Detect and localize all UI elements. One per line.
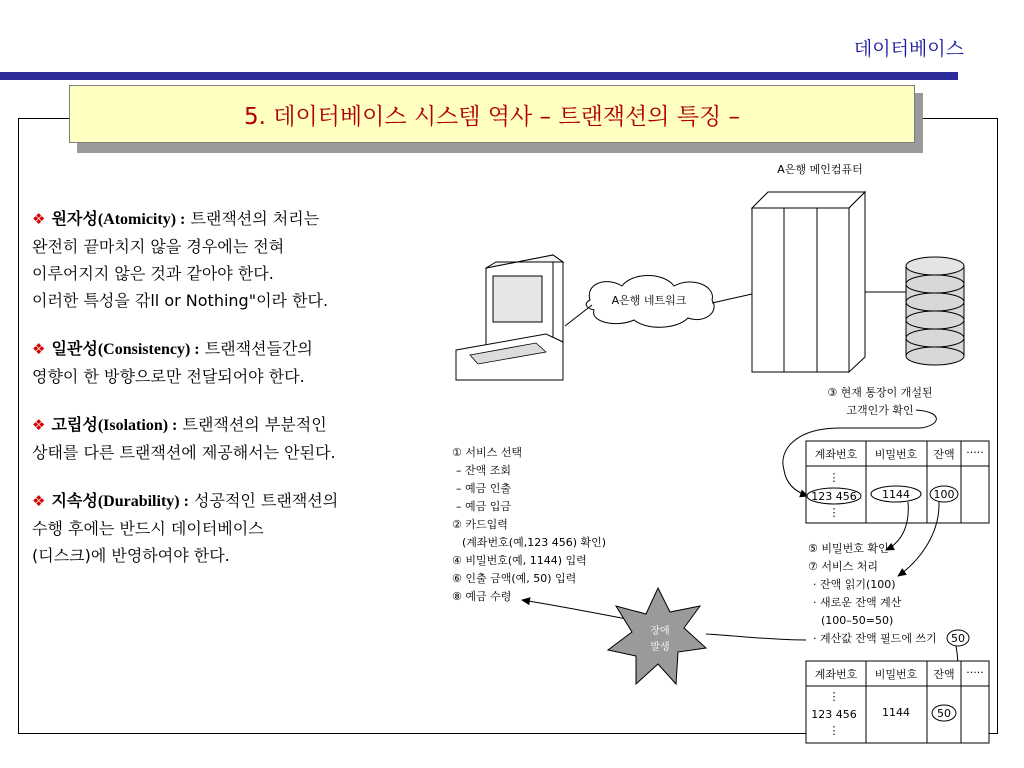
server-steps	[808, 541, 969, 646]
diamond-bullet-icon: ❖	[32, 492, 46, 510]
property-desc: 수행 후에는 반드시 데이터베이스	[32, 519, 264, 538]
client-step: ⑥ 인출 금액(예, 50) 입력	[452, 572, 577, 585]
property-desc: 이루어지지 않은 것과 같아야 한다.	[32, 264, 274, 283]
step3-line1: ③ 현재 통장이 개설된	[827, 386, 933, 399]
header-password: 비밀번호	[874, 448, 918, 461]
diamond-bullet-icon: ❖	[32, 340, 46, 358]
client-step: ② 카드입력	[452, 518, 508, 531]
header-more: ·····	[966, 666, 984, 679]
client-step: – 잔액 조회	[456, 464, 511, 477]
database-disk-icon	[906, 257, 964, 365]
property-desc: 성공적인 트랜잭션의	[194, 491, 339, 510]
failure-label-2: 발생	[650, 642, 670, 653]
account-table-before	[806, 441, 989, 523]
server-step: · 계산값 잔액 필드에 쓰기	[813, 632, 937, 645]
client-step: – 예금 입금	[456, 500, 511, 513]
header-password: 비밀번호	[874, 668, 918, 681]
table2-dots-bottom: ⋮	[828, 724, 840, 737]
mainframe-server-icon	[752, 192, 865, 372]
header-account: 계좌번호	[814, 668, 858, 681]
property-desc: 완전히 끝마치지 않을 경우에는 전혀	[32, 237, 285, 256]
server-step: ⑦ 서비스 처리	[808, 560, 878, 573]
table2-dots-top: ⋮	[828, 690, 840, 703]
slide-title: 5. 데이터베이스 시스템 역사 – 트랜잭션의 특징 –	[69, 85, 915, 143]
table1-balance: 100	[933, 488, 955, 501]
network-label: A은행 네트워크	[611, 294, 687, 307]
client-step: ④ 비밀번호(예, 1144) 입력	[452, 554, 587, 567]
mainframe-label: A은행 메인컴퓨터	[777, 163, 863, 176]
client-terminal-icon	[456, 255, 563, 380]
server-step: · 잔액 읽기(100)	[813, 578, 896, 591]
header-balance: 잔액	[933, 668, 955, 681]
property-desc: 상태를 다른 트랜잭션에 제공해서는 안된다.	[32, 443, 336, 462]
header-balance: 잔액	[933, 448, 955, 461]
client-step: – 예금 인출	[456, 482, 511, 495]
server-step: (100–50=50)	[821, 614, 894, 627]
header-more: ·····	[966, 446, 984, 459]
property-desc: 트랜잭션의 부분적인	[182, 415, 327, 434]
client-steps	[452, 445, 606, 603]
property-desc: 트랜잭션의 처리는	[190, 209, 320, 228]
property-english: (Atomicity) :	[97, 211, 186, 228]
client-step: ⑧ 예금 수령	[452, 590, 512, 603]
table1-dots-bottom: ⋮	[828, 506, 840, 519]
property-english: (Durability) :	[97, 493, 189, 510]
client-step: (계좌번호(예,123 456) 확인)	[462, 536, 607, 549]
property-english: (Isolation) :	[97, 417, 178, 434]
property-english: (Consistency) :	[97, 341, 200, 358]
header-account: 계좌번호	[814, 448, 858, 461]
network-cloud	[586, 276, 714, 328]
property-name: 고립성	[51, 415, 98, 434]
failure-burst-icon	[608, 588, 706, 684]
property-desc: (디스크)에 반영하여야 한다.	[32, 546, 230, 565]
client-step: ① 서비스 선택	[452, 446, 522, 459]
server-step: ⑤ 비밀번호 확인	[808, 542, 889, 555]
diamond-bullet-icon: ❖	[32, 416, 46, 434]
table2-balance: 50	[937, 707, 951, 720]
property-name: 지속성	[51, 491, 98, 510]
brand-title: 데이터베이스	[853, 38, 964, 60]
property-desc: 트랜잭션들간의	[204, 339, 313, 358]
property-name: 일관성	[51, 339, 98, 358]
step3-line2: 고객인가 확인	[846, 404, 914, 417]
table2-account: 123 456	[811, 708, 857, 721]
table2-password: 1144	[882, 706, 910, 719]
property-desc: 이러한 특성을 갂ll or Nothing"이라 한다.	[32, 291, 329, 310]
server-step: · 새로운 잔액 계산	[813, 596, 902, 609]
property-name: 원자성	[51, 209, 98, 228]
account-table-after	[806, 661, 989, 743]
property-desc: 영향이 한 방향으로만 전달되어야 한다.	[32, 367, 305, 386]
failure-label-1: 장애	[650, 626, 670, 637]
table1-password: 1144	[882, 488, 910, 501]
diamond-bullet-icon: ❖	[32, 210, 46, 228]
table1-dots-top: ⋮	[828, 471, 840, 484]
table1-account: 123 456	[811, 490, 857, 503]
write-value: 50	[951, 632, 965, 645]
